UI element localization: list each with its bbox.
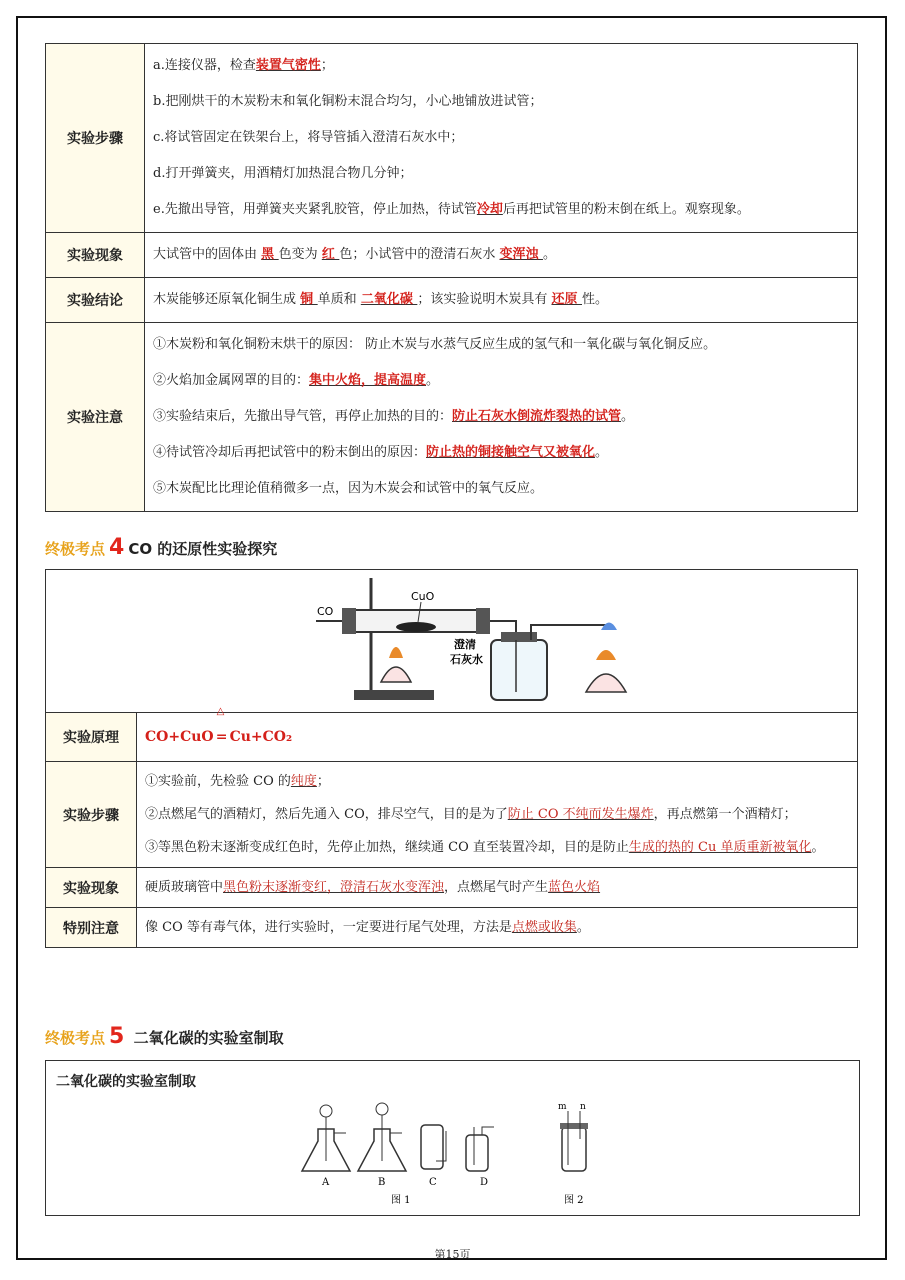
text-segment: ⑤木炭配比比理论值稍微多一点，因为木炭会和试管中的氧气反应。 xyxy=(153,481,544,496)
answer-text: 点燃或收集 xyxy=(511,920,577,935)
equation-arrow: △ = xyxy=(215,705,228,745)
text-segment: 色变为 xyxy=(278,247,322,262)
section-4-heading xyxy=(45,535,277,560)
row-label: 实验步骤 xyxy=(46,762,137,868)
row-label: 实验现象 xyxy=(46,868,137,908)
content-line xyxy=(145,798,849,831)
co2-lab-box xyxy=(45,1060,860,1216)
text-segment: ①实验前，先检验 CO 的 xyxy=(145,774,291,789)
answer-text: 冷却 xyxy=(476,202,503,217)
answer-text: 集中火焰，提高温度 xyxy=(309,373,427,388)
content-line xyxy=(153,471,849,507)
equation-right: Cu+CO₂ xyxy=(229,728,293,745)
answer-text: 蓝色火焰 xyxy=(548,880,601,895)
table-row xyxy=(46,278,858,323)
row-content xyxy=(137,762,858,868)
content-line xyxy=(153,156,849,192)
text-segment: 像 CO 等有毒气体，进行实验时，一定要进行尾气处理，方法是 xyxy=(145,920,512,935)
answer-text: 变浑浊 xyxy=(499,247,544,262)
text-segment: 单质和 xyxy=(317,292,361,307)
row-content xyxy=(145,233,858,278)
label-n: n xyxy=(580,1102,586,1112)
section-4-number: 4 xyxy=(109,535,125,560)
text-segment: c.将试管固定在铁架台上，将导管插入澄清石灰水中； xyxy=(153,130,464,145)
text-segment: 。 xyxy=(576,920,590,935)
fig1-label: 图 1 xyxy=(391,1195,411,1206)
table-row xyxy=(46,44,858,233)
content-line xyxy=(153,237,849,273)
label-b: B xyxy=(378,1177,386,1188)
label-a: A xyxy=(322,1177,330,1188)
co-inlet-label: CO xyxy=(317,605,334,618)
row-label: 实验现象 xyxy=(46,233,145,278)
text-segment: ；该实验说明木炭具有 xyxy=(417,292,552,307)
text-segment: 。 xyxy=(426,373,440,388)
row-content xyxy=(137,868,858,908)
section-5-heading xyxy=(45,1024,284,1049)
text-segment: 大试管中的固体由 xyxy=(153,247,262,262)
answer-text: 铜 xyxy=(300,292,318,307)
content-line xyxy=(153,327,849,363)
content-line xyxy=(153,48,849,84)
answer-text: 防止 CO 不纯而发生爆炸 xyxy=(507,807,654,822)
row-label: 实验注意 xyxy=(46,323,145,512)
text-segment: ③实验结束后，先撤出导气管，再停止加热的目的： xyxy=(153,409,453,424)
co-apparatus-diagram xyxy=(46,570,857,712)
content-line xyxy=(153,435,849,471)
table-row xyxy=(46,323,858,512)
content-line xyxy=(153,120,849,156)
answer-text: 装置气密性 xyxy=(255,58,321,73)
text-segment: ③等黑色粉末逐渐变成红色时，先停止加热，继续通 CO 直至装置冷却，目的是防止 xyxy=(145,840,629,855)
section-4-tag: 终极考点 xyxy=(45,540,106,558)
row-content xyxy=(145,44,858,233)
text-segment: 。 xyxy=(595,445,609,460)
fig2-label: 图 2 xyxy=(564,1195,584,1206)
section-5-tag: 终极考点 xyxy=(45,1029,106,1047)
answer-text: 黑色粉末逐渐变红，澄清石灰水变浑浊 xyxy=(223,880,445,895)
text-segment: 性。 xyxy=(582,292,609,307)
co2-box-title: 二氧化碳的实验室制取 xyxy=(56,1074,196,1090)
text-segment: ； xyxy=(316,774,330,789)
row-content xyxy=(145,278,858,323)
text-segment: a.连接仪器，检查 xyxy=(153,58,256,73)
limewater-label-2: 石灰水 xyxy=(450,653,483,666)
equation-condition: △ xyxy=(216,705,225,717)
text-segment: ，点燃尾气时产生 xyxy=(444,880,549,895)
content-line xyxy=(145,911,849,944)
answer-text: 生成的热的 Cu 单质重新被氧化 xyxy=(628,840,812,855)
section-5-number: 5 xyxy=(109,1024,125,1049)
text-segment: ②点燃尾气的酒精灯，然后先通入 CO，排尽空气，目的是为了 xyxy=(145,807,508,822)
answer-text: 还原 xyxy=(551,292,583,307)
answer-text: 红 xyxy=(321,247,340,262)
text-segment: b.把刚烘干的木炭粉末和氧化铜粉末混合均匀，小心地铺放进试管； xyxy=(153,94,543,109)
answer-text: 纯度 xyxy=(290,774,317,789)
co2-apparatus-diagram xyxy=(46,1061,857,1213)
co-apparatus-cell xyxy=(46,570,858,713)
text-segment: d.打开弹簧夹，用酒精灯加热混合物几分钟； xyxy=(153,166,413,181)
page-number: 第15页 xyxy=(434,1248,471,1261)
content-line xyxy=(145,831,849,864)
co-experiment-table xyxy=(45,569,858,948)
text-segment: 。 xyxy=(543,247,557,262)
table-row xyxy=(46,762,858,868)
answer-text: 防止石灰水倒流炸裂热的试管 xyxy=(452,409,622,424)
text-segment: ； xyxy=(320,58,334,73)
table-row xyxy=(46,868,858,908)
text-segment: ②火焰加金属网罩的目的： xyxy=(153,373,310,388)
text-segment: 硬质玻璃管中 xyxy=(145,880,224,895)
content-line xyxy=(153,363,849,399)
answer-text: 黑 xyxy=(261,247,279,262)
row-content xyxy=(145,323,858,512)
cuo-label: CuO xyxy=(411,590,435,603)
content-line xyxy=(153,282,849,318)
section-4-title: CO 的还原性实验探究 xyxy=(128,540,278,558)
label-c: C xyxy=(429,1177,437,1188)
content-line xyxy=(153,84,849,120)
text-segment: ④待试管冷却后再把试管中的粉末倒出的原因： xyxy=(153,445,427,460)
text-segment: 后再把试管里的粉末倒在纸上。观察现象。 xyxy=(502,202,750,217)
answer-text: 二氧化碳 xyxy=(360,292,418,307)
table-row xyxy=(46,233,858,278)
content-line xyxy=(153,192,849,228)
text-segment: 色；小试管中的澄清石灰水 xyxy=(339,247,500,262)
text-segment: ，再点燃第一个酒精灯； xyxy=(653,807,797,822)
label-m: m xyxy=(558,1102,567,1112)
table-row xyxy=(46,908,858,948)
text-segment: 。 xyxy=(621,409,635,424)
equation-left: CO+CuO xyxy=(145,728,214,745)
limewater-label-1: 澄清 xyxy=(454,638,476,651)
content-line xyxy=(153,399,849,435)
text-segment: 。 xyxy=(811,840,825,855)
row-content xyxy=(137,908,858,948)
row-label: 实验结论 xyxy=(46,278,145,323)
principle-cell xyxy=(137,705,858,762)
content-line xyxy=(145,871,849,904)
content-line xyxy=(145,765,849,798)
label-d: D xyxy=(480,1177,489,1188)
text-segment: 木炭能够还原氧化铜生成 xyxy=(153,292,301,307)
row-label: 特别注意 xyxy=(46,908,137,948)
section-5-title: 二氧化碳的实验室制取 xyxy=(133,1029,284,1047)
principle-label: 实验原理 xyxy=(46,713,137,762)
answer-text: 防止热的铜接触空气又被氧化 xyxy=(426,445,596,460)
text-segment: ①木炭粉和氧化铜粉末烘干的原因： 防止木炭与水蒸气反应生成的氢气和一氧化碳与氧化铜反应。 xyxy=(153,337,717,352)
text-segment: e.先撤出导管，用弹簧夹夹紧乳胶管，停止加热，待试管 xyxy=(153,202,477,217)
carbon-experiment-table xyxy=(45,43,858,512)
row-label: 实验步骤 xyxy=(46,44,145,233)
